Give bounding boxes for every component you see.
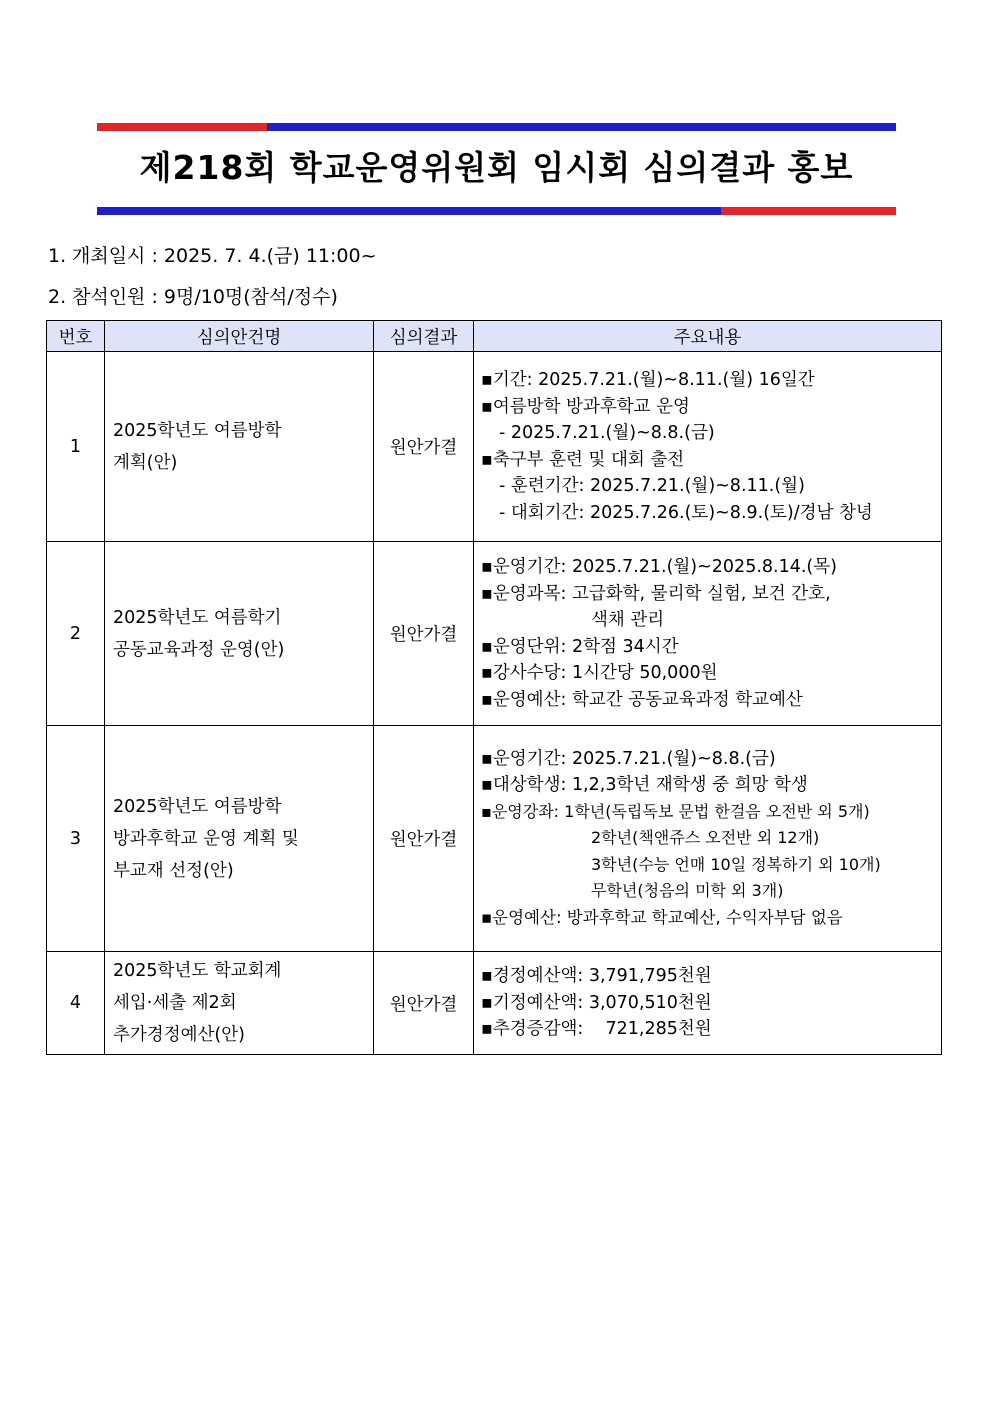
details [474, 542, 942, 726]
detail-line: - 훈련기간: 2025.7.21.(월)~8.11.(월) [499, 476, 805, 496]
table-header-row [47, 321, 942, 352]
table-row [47, 352, 942, 542]
info-text: 개최일시 : 2025. 7. 4.(금) 11:00~ [72, 245, 377, 267]
title-line: 계획(안) [113, 452, 178, 473]
details [474, 952, 942, 1055]
details [474, 726, 942, 952]
table-row [47, 542, 942, 726]
detail-line: 색채 관리 [591, 610, 665, 630]
detail-line: ▪운영강좌: 1학년(독립독보 문법 한걸음 오전반 외 5개) [481, 801, 870, 821]
rule-blue-segment [267, 123, 896, 131]
result: 원안가결 [374, 726, 474, 952]
title-line: 2025학년도 학교회계 [113, 961, 282, 981]
table-row [47, 952, 942, 1055]
detail-line: ▪강사수당: 1시간당 50,000원 [481, 663, 718, 683]
title-line: 세입·세출 제2회 [113, 993, 237, 1013]
page-title: 제218회 학교운영위원회 임시회 심의결과 홍보 [139, 148, 854, 187]
title-line: 추가경정예산(안) [113, 1025, 245, 1045]
title-top-rule [97, 123, 896, 131]
agenda-title [105, 352, 374, 542]
detail-line: ▪운영예산: 학교간 공동교육과정 학교예산 [481, 689, 803, 710]
rule-blue-segment [97, 207, 721, 215]
detail-line: - 대회기간: 2025.7.26.(토)~8.9.(토)/경남 창녕 [499, 502, 873, 523]
meeting-datetime [48, 241, 377, 268]
result: 원안가결 [374, 542, 474, 726]
agenda-title [105, 726, 374, 952]
detail-line: ▪운영과목: 고급화학, 물리학 실험, 보건 간호, [481, 583, 831, 604]
detail-line: ▪기간: 2025.7.21.(월)~8.11.(월) 16일간 [481, 370, 815, 390]
row-number: 2 [47, 542, 105, 726]
detail-line: 무학년(청음의 미학 외 3개) [591, 881, 784, 901]
title-line: 2025학년도 여름학기 [113, 607, 282, 628]
detail-line: 2학년(책앤쥬스 오전반 외 12개) [591, 828, 820, 848]
header-number: 번호 [47, 321, 105, 352]
row-number: 4 [47, 952, 105, 1055]
row-number: 3 [47, 726, 105, 952]
detail-line: 3학년(수능 언매 10일 정복하기 외 10개) [591, 854, 881, 874]
agenda-title [105, 542, 374, 726]
attendance [48, 282, 338, 309]
title-line: 방과후학교 운영 계획 및 [113, 828, 299, 849]
row-number: 1 [47, 352, 105, 542]
rule-red-segment [721, 207, 896, 215]
info-number: 1. [48, 245, 67, 267]
header-details: 주요내용 [474, 321, 942, 352]
agenda-table [46, 320, 942, 1055]
detail-line: ▪운영단위: 2학점 34시간 [481, 636, 679, 657]
detail-line: ▪운영예산: 방과후학교 학교예산, 수익자부담 없음 [481, 907, 843, 927]
rule-red-segment [97, 123, 267, 131]
detail-line: ▪추경증감액: 721,285천원 [481, 1019, 712, 1040]
title-line: 2025학년도 여름방학 [113, 796, 282, 817]
detail-line: ▪운영기간: 2025.7.21.(월)~8.8.(금) [481, 748, 776, 769]
header-result: 심의결과 [374, 321, 474, 352]
detail-line: ▪여름방학 방과후학교 운영 [481, 396, 690, 417]
table-row [47, 726, 942, 952]
detail-line: ▪축구부 훈련 및 대회 출전 [481, 449, 685, 470]
details [474, 352, 942, 542]
detail-line: - 2025.7.21.(월)~8.8.(금) [499, 423, 715, 443]
title-bottom-rule [97, 207, 896, 215]
title-line: 부교재 선정(안) [113, 860, 234, 881]
info-text: 참석인원 : 9명/10명(참석/정수) [72, 286, 338, 308]
title-line: 공동교육과정 운영(안) [113, 639, 285, 660]
detail-line: ▪경정예산액: 3,791,795천원 [481, 966, 712, 987]
result: 원안가결 [374, 952, 474, 1055]
detail-line: ▪기정예산액: 3,070,510천원 [481, 992, 712, 1013]
detail-line: ▪대상학생: 1,2,3학년 재학생 중 희망 학생 [481, 775, 808, 796]
header-agenda-title: 심의안건명 [105, 321, 374, 352]
title-line: 2025학년도 여름방학 [113, 420, 282, 441]
agenda-title [105, 952, 374, 1055]
result: 원안가결 [374, 352, 474, 542]
detail-line: ▪운영기간: 2025.7.21.(월)~2025.8.14.(목) [481, 557, 837, 577]
info-number: 2. [48, 286, 67, 308]
